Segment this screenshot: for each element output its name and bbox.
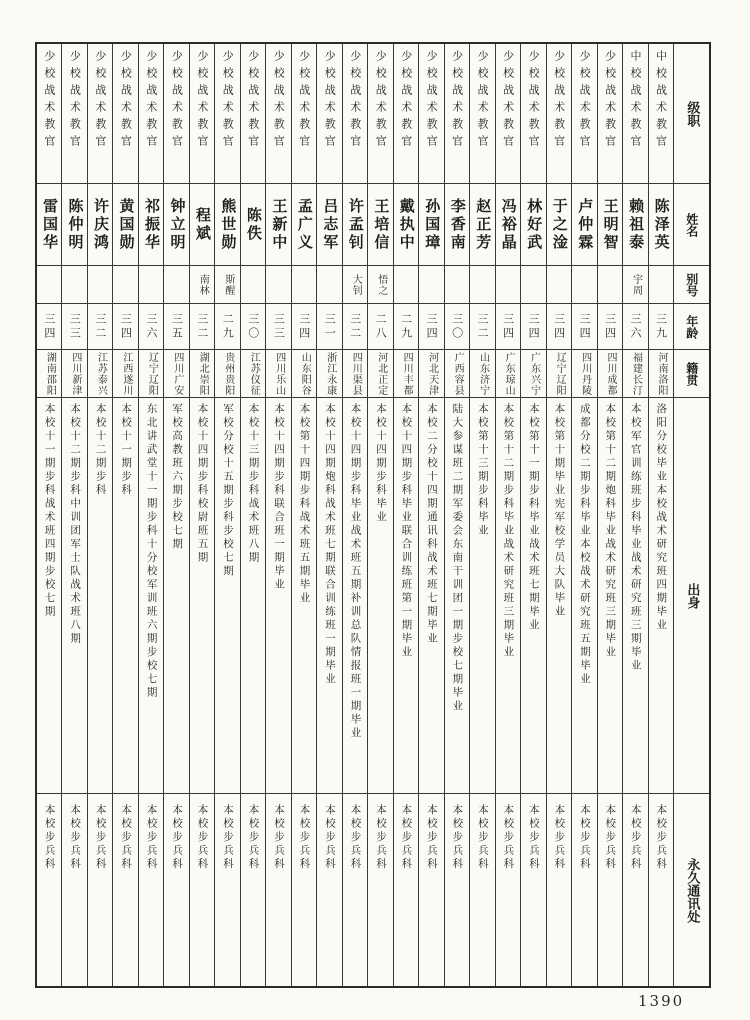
person-age: 三九 (649, 304, 673, 350)
person-column (571, 44, 596, 986)
person-alias: 南林 (190, 266, 214, 304)
person-alias (266, 266, 290, 304)
person-native: 福建长汀 (623, 350, 647, 398)
person-address: 本校步兵科 (273, 804, 285, 872)
person-native: 河北天津 (419, 350, 443, 398)
person-origin: 本校十四期步科毕业联合训练班第一期毕业 (394, 398, 418, 794)
person-rank: 少校战术教官 (113, 44, 137, 184)
person-native: 江西遂川 (113, 350, 137, 398)
person-native: 四川渠县 (343, 350, 367, 398)
person-native: 山东济宁 (470, 350, 494, 398)
person-native: 江苏泰兴 (88, 350, 112, 398)
person-name: 卢仲霖 (572, 184, 596, 266)
person-alias (547, 266, 571, 304)
person-name: 程斌 (190, 184, 214, 266)
person-rank: 少校战术教官 (317, 44, 341, 184)
person-address: 本校步兵科 (476, 804, 489, 872)
person-age: 二九 (215, 304, 239, 350)
person-origin: 成都分校二期步科毕业本校战术研究班五期毕业 (572, 398, 596, 794)
person-address: 本校步兵科 (323, 804, 336, 872)
person-address: 本校步兵科 (120, 804, 133, 872)
person-alias (164, 266, 188, 304)
person-address: 本校步兵科 (222, 804, 235, 872)
person-rank: 少校战术教官 (343, 44, 367, 184)
person-name: 冯裕晶 (496, 184, 520, 266)
person-alias: 大钊 (343, 266, 367, 304)
person-rank: 少校战术教官 (266, 44, 290, 184)
person-name: 祁振华 (139, 184, 163, 266)
person-column (520, 44, 545, 986)
person-age: 三三 (62, 304, 86, 350)
person-alias (317, 266, 341, 304)
header-origin-label: 出身 (674, 398, 709, 794)
person-alias (292, 266, 316, 304)
person-origin: 本校十一期步科战术班四期步校七期 (37, 398, 61, 794)
person-name: 赖祖泰 (623, 184, 647, 266)
person-alias (649, 266, 673, 304)
person-age: 三四 (547, 304, 571, 350)
person-alias (470, 266, 494, 304)
person-column (495, 44, 520, 986)
person-name: 熊世勋 (215, 184, 239, 266)
person-address: 本校步兵科 (145, 804, 158, 872)
person-native: 四川成都 (598, 350, 622, 398)
person-rank: 少校战术教官 (37, 44, 61, 184)
person-column (87, 44, 112, 986)
person-origin: 本校十四期步科校尉班五期 (190, 398, 214, 794)
person-origin: 本校第十二期炮科毕业战术研究班三期毕业 (598, 398, 622, 794)
person-native: 辽宁辽阳 (139, 350, 163, 398)
person-address: 本校步兵科 (655, 804, 668, 872)
person-name: 孟广义 (292, 184, 316, 266)
person-column (367, 44, 392, 986)
person-address: 本校步兵科 (629, 804, 642, 872)
person-address: 本校步兵科 (94, 804, 107, 872)
person-native: 湖北崇阳 (190, 350, 214, 398)
person-native: 广东兴宁 (521, 350, 545, 398)
person-native: 广东琼山 (496, 350, 520, 398)
person-native: 湖南邵阳 (37, 350, 61, 398)
person-rank: 少校战术教官 (470, 44, 494, 184)
page-number: 1390 (638, 992, 685, 1010)
personnel-table (35, 42, 711, 988)
person-age: 二八 (368, 304, 392, 350)
person-origin: 洛阳分校毕业本校战术研究班四期毕业 (649, 398, 673, 794)
person-rank: 少校战术教官 (572, 44, 596, 184)
person-native: 四川乐山 (266, 350, 290, 398)
person-alias (113, 266, 137, 304)
person-native: 江苏仪征 (241, 350, 265, 398)
person-origin: 本校第十三期步科毕业 (470, 398, 494, 794)
person-column (444, 44, 469, 986)
person-name: 王培信 (368, 184, 392, 266)
person-native: 四川丹陵 (572, 350, 596, 398)
person-origin: 本校第十二期步科毕业战术研究班三期毕业 (496, 398, 520, 794)
header-rank-label: 级职 (674, 44, 709, 184)
person-name: 戴执中 (394, 184, 418, 266)
person-column (469, 44, 494, 986)
person-name: 王明智 (598, 184, 622, 266)
header-alias-label: 别号 (674, 266, 709, 304)
person-name: 许庆鸿 (88, 184, 112, 266)
person-native: 浙江永康 (317, 350, 341, 398)
person-native: 河南洛阳 (649, 350, 673, 398)
person-rank: 少校战术教官 (496, 44, 520, 184)
person-alias (572, 266, 596, 304)
person-address: 本校步兵科 (69, 804, 82, 872)
person-rank: 少校战术教官 (368, 44, 392, 184)
person-origin: 本校十四期步科毕业战术班五期补训总队情报班一期毕业 (343, 398, 367, 794)
person-age: 三六 (623, 304, 647, 350)
person-column (291, 44, 316, 986)
person-rank: 中校战术教官 (649, 44, 673, 184)
person-age: 三四 (496, 304, 520, 350)
person-address: 本校步兵科 (502, 804, 515, 872)
person-native: 贵州贵阳 (215, 350, 239, 398)
person-alias (37, 266, 61, 304)
person-name: 许孟钊 (343, 184, 367, 266)
person-age: 三二 (88, 304, 112, 350)
person-origin: 本校第十期毕业宪军校学员大队毕业 (547, 398, 571, 794)
person-age: 三四 (292, 304, 316, 350)
person-origin: 本校十二期步科中训团军士队战术班八期 (62, 398, 86, 794)
person-age: 三五 (164, 304, 188, 350)
person-name: 吕志军 (317, 184, 341, 266)
person-rank: 少校战术教官 (62, 44, 86, 184)
person-age: 三四 (572, 304, 596, 350)
person-rank: 少校战术教官 (419, 44, 443, 184)
person-origin: 东北讲武堂十一期步科十分校军训班六期步校七期 (139, 398, 163, 794)
person-column (240, 44, 265, 986)
person-origin: 本校十一期步科 (113, 398, 137, 794)
person-rank: 少校战术教官 (292, 44, 316, 184)
person-rank: 少校战术教官 (521, 44, 545, 184)
person-column (61, 44, 86, 986)
person-origin: 本校十四期步科联合班一期毕业 (266, 398, 290, 794)
person-alias (394, 266, 418, 304)
person-alias: 宇周 (623, 266, 647, 304)
person-column (597, 44, 622, 986)
person-rank: 少校战术教官 (394, 44, 418, 184)
person-age: 三四 (598, 304, 622, 350)
person-alias (521, 266, 545, 304)
person-alias: 斯醒 (215, 266, 239, 304)
table-header-column (673, 44, 709, 986)
person-age: 三四 (37, 304, 61, 350)
person-native: 四川新津 (62, 350, 86, 398)
person-column (214, 44, 239, 986)
person-address: 本校步兵科 (171, 804, 184, 872)
person-age: 二九 (394, 304, 418, 350)
person-origin: 本校十三期步科战术班八期 (241, 398, 265, 794)
person-alias (139, 266, 163, 304)
person-age: 三〇 (445, 304, 469, 350)
person-address: 本校步兵科 (196, 804, 209, 872)
person-age: 三六 (139, 304, 163, 350)
person-origin: 本校十四期步科毕业 (368, 398, 392, 794)
person-address: 本校步兵科 (425, 804, 438, 872)
person-rank: 中校战术教官 (623, 44, 647, 184)
person-age: 三二 (343, 304, 367, 350)
person-column (622, 44, 647, 986)
person-address: 本校步兵科 (374, 804, 387, 872)
person-native: 广西容县 (445, 350, 469, 398)
person-age: 三四 (419, 304, 443, 350)
person-address: 本校步兵科 (247, 804, 260, 872)
person-age: 三二 (470, 304, 494, 350)
person-native: 山东阳谷 (292, 350, 316, 398)
person-age: 三二 (190, 304, 214, 350)
person-column (37, 44, 61, 986)
person-column (189, 44, 214, 986)
person-name: 陈佚 (241, 184, 265, 266)
person-address: 本校步兵科 (451, 804, 464, 872)
person-name: 黄国勋 (113, 184, 137, 266)
person-name: 李香南 (445, 184, 469, 266)
person-age: 三三 (266, 304, 290, 350)
person-origin: 本校第十四期步科战术班五期毕业 (292, 398, 316, 794)
person-column (546, 44, 571, 986)
person-column (648, 44, 673, 986)
person-address: 本校步兵科 (527, 804, 540, 872)
person-column (163, 44, 188, 986)
person-native: 四川丰都 (394, 350, 418, 398)
person-origin: 本校二分校十四期通讯科战术班七期毕业 (419, 398, 443, 794)
person-address: 本校步兵科 (298, 804, 311, 872)
person-rank: 少校战术教官 (215, 44, 239, 184)
person-address: 本校步兵科 (553, 804, 566, 872)
person-age: 三〇 (241, 304, 265, 350)
person-origin: 本校军官训练班步科毕业战术研究班三期毕业 (623, 398, 647, 794)
person-address: 本校步兵科 (604, 804, 617, 872)
person-rank: 少校战术教官 (164, 44, 188, 184)
person-rank: 少校战术教官 (445, 44, 469, 184)
person-alias (62, 266, 86, 304)
person-column (112, 44, 137, 986)
person-column (265, 44, 290, 986)
person-name: 陈泽英 (649, 184, 673, 266)
header-native-label: 籍贯 (674, 350, 709, 398)
person-rank: 少校战术教官 (547, 44, 571, 184)
person-name: 赵正芳 (470, 184, 494, 266)
person-origin: 本校第十一期步科毕业战术班七期毕业 (521, 398, 545, 794)
person-native: 四川广安 (164, 350, 188, 398)
person-address: 本校步兵科 (349, 804, 362, 872)
person-name: 钟立明 (164, 184, 188, 266)
person-origin: 本校十四期炮科战术班七期联合训练班一期毕业 (317, 398, 341, 794)
person-name: 雷国华 (37, 184, 61, 266)
person-age: 三四 (113, 304, 137, 350)
person-address: 本校步兵科 (43, 804, 56, 872)
person-column (342, 44, 367, 986)
person-rank: 少校战术教官 (598, 44, 622, 184)
person-origin: 本校十二期步科 (88, 398, 112, 794)
person-name: 孙国璋 (419, 184, 443, 266)
person-rank: 少校战术教官 (241, 44, 265, 184)
person-age: 三一 (317, 304, 341, 350)
person-alias (445, 266, 469, 304)
person-name: 林好武 (521, 184, 545, 266)
person-rank: 少校战术教官 (190, 44, 214, 184)
header-age-label: 年龄 (674, 304, 709, 350)
person-name: 于之淦 (547, 184, 571, 266)
person-alias (496, 266, 520, 304)
person-alias: 悟之 (368, 266, 392, 304)
person-alias (88, 266, 112, 304)
person-column (138, 44, 163, 986)
person-native: 河北正定 (368, 350, 392, 398)
person-address: 本校步兵科 (578, 804, 591, 872)
person-column (316, 44, 341, 986)
person-rank: 少校战术教官 (139, 44, 163, 184)
header-address-label: 永久通讯处 (684, 857, 700, 923)
person-age: 三四 (521, 304, 545, 350)
person-rank: 少校战术教官 (88, 44, 112, 184)
person-alias (419, 266, 443, 304)
person-origin: 军校分校十五期步科步校七期 (215, 398, 239, 794)
header-name-label: 姓名 (674, 184, 709, 266)
person-origin: 陆大参谋班二期军委会东南干训团一期步校七期毕业 (445, 398, 469, 794)
person-column (418, 44, 443, 986)
person-column (393, 44, 418, 986)
person-alias (598, 266, 622, 304)
person-address: 本校步兵科 (400, 804, 413, 872)
person-name: 陈仲明 (62, 184, 86, 266)
person-origin: 军校高教班六期步校七期 (164, 398, 188, 794)
person-name: 王新中 (266, 184, 290, 266)
person-native: 辽宁辽阳 (547, 350, 571, 398)
person-alias (241, 266, 265, 304)
